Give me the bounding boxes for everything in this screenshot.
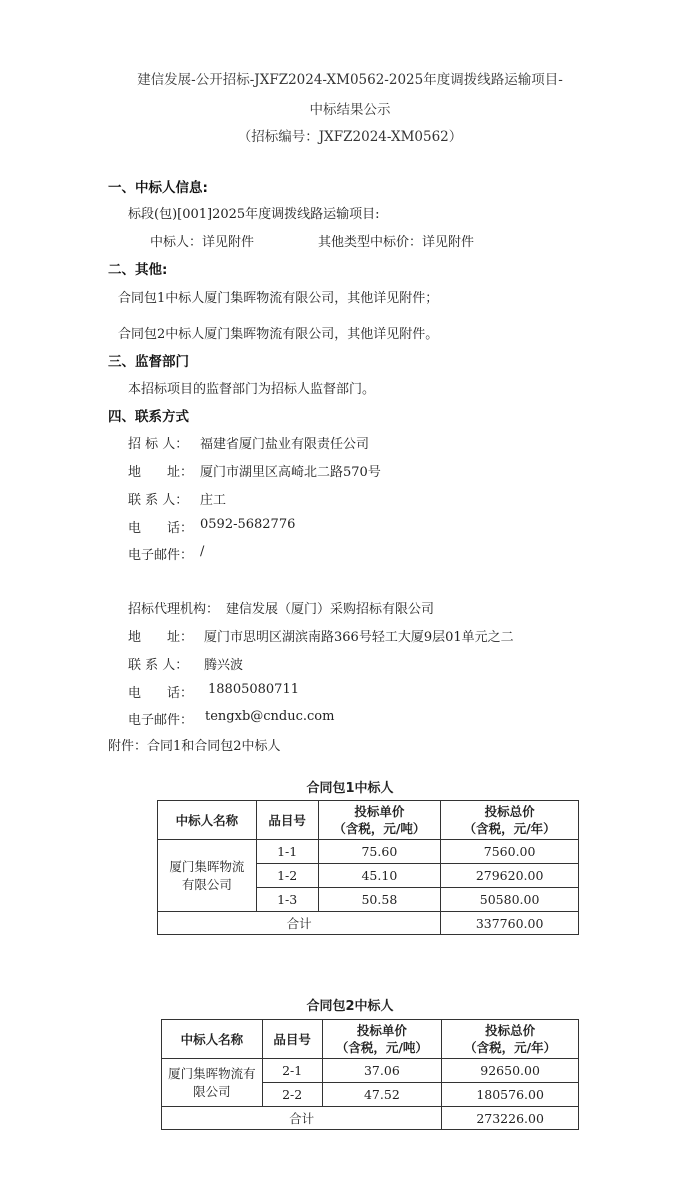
agent-email-label: 电子邮件：: [128, 713, 194, 728]
table1-header-total-price: 投标总价 （含税，元/年）: [441, 801, 579, 840]
agent-contact: 腾兴波: [204, 658, 244, 673]
table2-sum-label: 合计: [162, 1107, 442, 1130]
agent-name-label: 招标代理机构：: [128, 602, 220, 617]
other-line2: 合同包2中标人厦门集晖物流有限公司，其他详见附件。: [118, 327, 439, 342]
agent-email: tengxb@cnduc.com: [205, 709, 335, 724]
contract-pack2-table: [161, 1019, 579, 1130]
table2-unit-price: 47.52: [322, 1083, 442, 1107]
winner-line: 中标人：详见附件: [150, 235, 255, 250]
buyer-name: 福建省厦门盐业有限责任公司: [200, 437, 370, 452]
table1-sum-value: 337760.00: [441, 912, 579, 935]
table2-item: 2-2: [262, 1083, 322, 1107]
contract-pack1-table: [157, 800, 579, 935]
doc-title-line1: 建信发展-公开招标-JXFZ2024-XM0562-2025年度调拨线路运输项目-: [137, 72, 563, 88]
table1-item: 1-3: [256, 888, 318, 912]
table1-sum-row: [158, 912, 579, 935]
doc-title-line2: 中标结果公示: [309, 102, 391, 118]
table2-header-unit-price: 投标单价 （含税，元/吨）: [322, 1020, 442, 1059]
table1-winner-cell: 厦门集晖物流有限公司: [158, 840, 257, 912]
agent-tel-label: 电 话：: [128, 686, 194, 701]
table1-sum-label: 合计: [158, 912, 441, 935]
section2-heading: 二、其他:: [108, 262, 168, 278]
table2-caption: 合同包2中标人: [306, 999, 394, 1014]
agent-tel: 18805080711: [208, 682, 299, 697]
buyer-address-label: 地 址：: [128, 465, 194, 480]
buyer-name-label: 招 标 人：: [128, 437, 189, 452]
other-price-line: 其他类型中标价：详见附件: [318, 235, 475, 250]
table1-total-price: 7560.00: [441, 840, 579, 864]
section1-heading: 一、中标人信息:: [108, 180, 208, 196]
buyer-address: 厦门市湖里区高崎北二路570号: [200, 465, 381, 480]
table2-unit-price: 37.06: [322, 1059, 442, 1083]
table2-sum-value: 273226.00: [442, 1107, 579, 1130]
lot-line: 标段(包)[001]2025年度调拨线路运输项目:: [128, 207, 380, 222]
table-row: [158, 840, 579, 864]
table2-item: 2-1: [262, 1059, 322, 1083]
table1-unit-price: 50.58: [318, 888, 441, 912]
table2-total-price: 92650.00: [442, 1059, 579, 1083]
other-line1: 合同包1中标人厦门集晖物流有限公司，其他详见附件；: [118, 291, 439, 306]
agent-name: 建信发展（厦门）采购招标有限公司: [226, 602, 435, 617]
attachment-line: 附件：合同1和合同包2中标人: [108, 739, 281, 754]
table-row: [162, 1059, 579, 1083]
table1-caption: 合同包1中标人: [306, 781, 394, 796]
agent-address-label: 地 址：: [128, 630, 194, 645]
buyer-tel-label: 电 话：: [128, 521, 194, 536]
section4-heading: 四、联系方式: [108, 409, 189, 425]
table2-total-price: 180576.00: [442, 1083, 579, 1107]
buyer-email: /: [200, 544, 205, 559]
table1-unit-price: 45.10: [318, 864, 441, 888]
table1-item: 1-1: [256, 840, 318, 864]
table1-header-winner: 中标人名称: [158, 801, 257, 840]
table1-header-item: 品目号: [256, 801, 318, 840]
table1-header-unit-price: 投标单价 （含税，元/吨）: [318, 801, 441, 840]
agent-address: 厦门市思明区湖滨南路366号轻工大厦9层01单元之二: [204, 630, 514, 645]
table1-total-price: 50580.00: [441, 888, 579, 912]
table2-header-item: 品目号: [262, 1020, 322, 1059]
agent-contact-label: 联 系 人：: [128, 658, 189, 673]
table1-unit-price: 75.60: [318, 840, 441, 864]
table1-item: 1-2: [256, 864, 318, 888]
bid-number: （招标编号：JXFZ2024-XM0562）: [237, 129, 463, 145]
buyer-contact: 庄工: [200, 493, 227, 508]
buyer-tel: 0592-5682776: [200, 517, 296, 532]
supervision-text: 本招标项目的监督部门为招标人监督部门。: [128, 382, 376, 397]
buyer-email-label: 电子邮件：: [128, 548, 194, 563]
buyer-contact-label: 联 系 人：: [128, 493, 189, 508]
table2-sum-row: [162, 1107, 579, 1130]
table2-header-winner: 中标人名称: [162, 1020, 263, 1059]
table2-header-total-price: 投标总价 （含税，元/年）: [442, 1020, 579, 1059]
section3-heading: 三、监督部门: [108, 354, 189, 370]
table1-total-price: 279620.00: [441, 864, 579, 888]
table2-winner-cell: 厦门集晖物流有限公司: [162, 1059, 263, 1107]
